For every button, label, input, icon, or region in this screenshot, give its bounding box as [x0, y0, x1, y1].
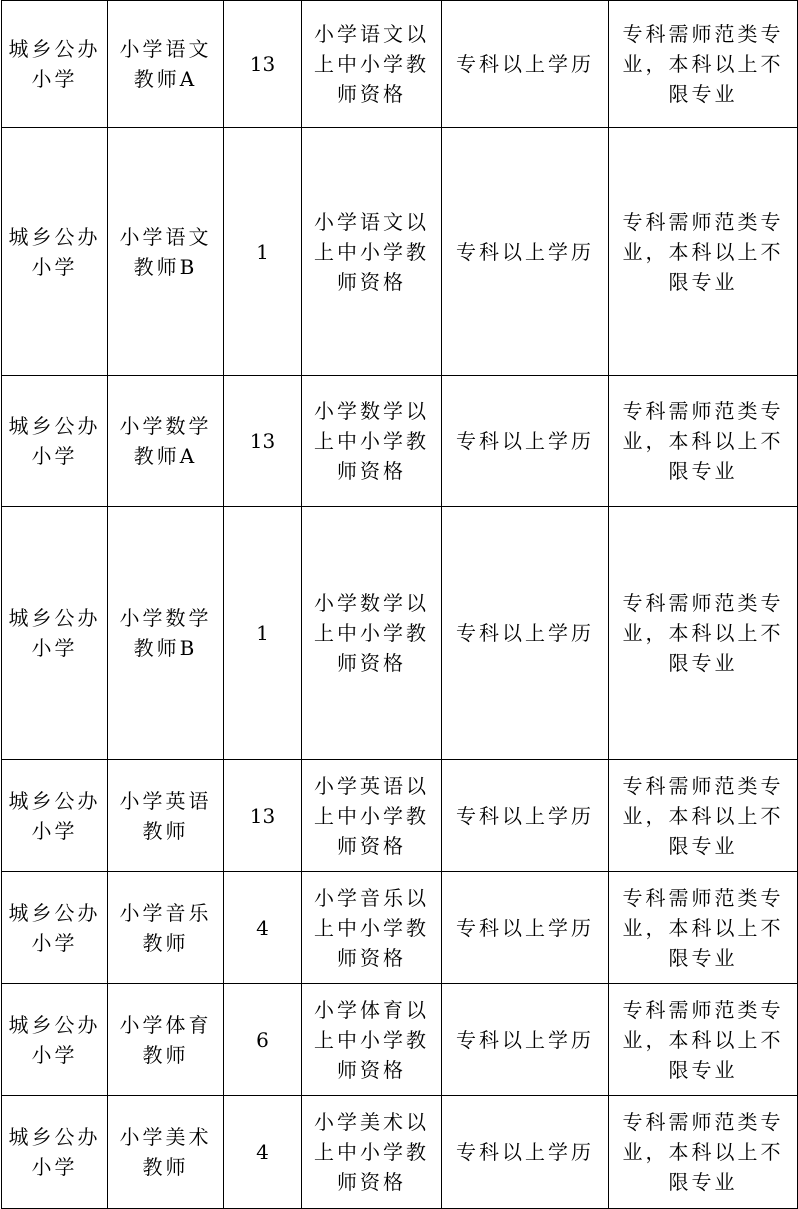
education-cell: 专科以上学历 — [442, 376, 609, 507]
count-cell: 13 — [224, 760, 302, 872]
qualification-cell: 小学音乐以上中小学教师资格 — [302, 872, 442, 984]
position-cell: 小学音乐教师 — [108, 872, 224, 984]
table-row — [2, 984, 798, 1096]
recruitment-table — [1, 0, 798, 1209]
position-cell: 小学美术教师 — [108, 1096, 224, 1209]
unit-cell: 城乡公办小学 — [2, 376, 108, 507]
education-cell: 专科以上学历 — [442, 507, 609, 760]
unit-cell: 城乡公办小学 — [2, 1, 108, 128]
count-cell: 1 — [224, 507, 302, 760]
table-row — [2, 760, 798, 872]
education-cell: 专科以上学历 — [442, 128, 609, 376]
qualification-cell: 小学数学以上中小学教师资格 — [302, 376, 442, 507]
major-cell: 专科需师范类专业，本科以上不限专业 — [609, 984, 798, 1096]
qualification-cell: 小学美术以上中小学教师资格 — [302, 1096, 442, 1209]
count-cell: 13 — [224, 1, 302, 128]
unit-cell: 城乡公办小学 — [2, 872, 108, 984]
major-cell: 专科需师范类专业，本科以上不限专业 — [609, 376, 798, 507]
position-cell: 小学语文教师B — [108, 128, 224, 376]
table-row — [2, 128, 798, 376]
count-cell: 13 — [224, 376, 302, 507]
major-cell: 专科需师范类专业，本科以上不限专业 — [609, 507, 798, 760]
count-cell: 1 — [224, 128, 302, 376]
major-cell: 专科需师范类专业，本科以上不限专业 — [609, 1096, 798, 1209]
unit-cell: 城乡公办小学 — [2, 760, 108, 872]
major-cell: 专科需师范类专业，本科以上不限专业 — [609, 760, 798, 872]
position-cell: 小学语文教师A — [108, 1, 224, 128]
qualification-cell: 小学语文以上中小学教师资格 — [302, 1, 442, 128]
major-cell: 专科需师范类专业，本科以上不限专业 — [609, 1, 798, 128]
count-cell: 4 — [224, 872, 302, 984]
position-cell: 小学数学教师B — [108, 507, 224, 760]
education-cell: 专科以上学历 — [442, 760, 609, 872]
qualification-cell: 小学体育以上中小学教师资格 — [302, 984, 442, 1096]
education-cell: 专科以上学历 — [442, 984, 609, 1096]
unit-cell: 城乡公办小学 — [2, 507, 108, 760]
unit-cell: 城乡公办小学 — [2, 1096, 108, 1209]
unit-cell: 城乡公办小学 — [2, 984, 108, 1096]
count-cell: 6 — [224, 984, 302, 1096]
table-row — [2, 872, 798, 984]
education-cell: 专科以上学历 — [442, 872, 609, 984]
count-cell: 4 — [224, 1096, 302, 1209]
unit-cell: 城乡公办小学 — [2, 128, 108, 376]
position-cell: 小学体育教师 — [108, 984, 224, 1096]
table-row — [2, 507, 798, 760]
position-cell: 小学数学教师A — [108, 376, 224, 507]
qualification-cell: 小学英语以上中小学教师资格 — [302, 760, 442, 872]
major-cell: 专科需师范类专业，本科以上不限专业 — [609, 128, 798, 376]
table-row — [2, 376, 798, 507]
table-row — [2, 1, 798, 128]
position-cell: 小学英语教师 — [108, 760, 224, 872]
education-cell: 专科以上学历 — [442, 1, 609, 128]
table-row — [2, 1096, 798, 1209]
education-cell: 专科以上学历 — [442, 1096, 609, 1209]
qualification-cell: 小学数学以上中小学教师资格 — [302, 507, 442, 760]
major-cell: 专科需师范类专业，本科以上不限专业 — [609, 872, 798, 984]
qualification-cell: 小学语文以上中小学教师资格 — [302, 128, 442, 376]
